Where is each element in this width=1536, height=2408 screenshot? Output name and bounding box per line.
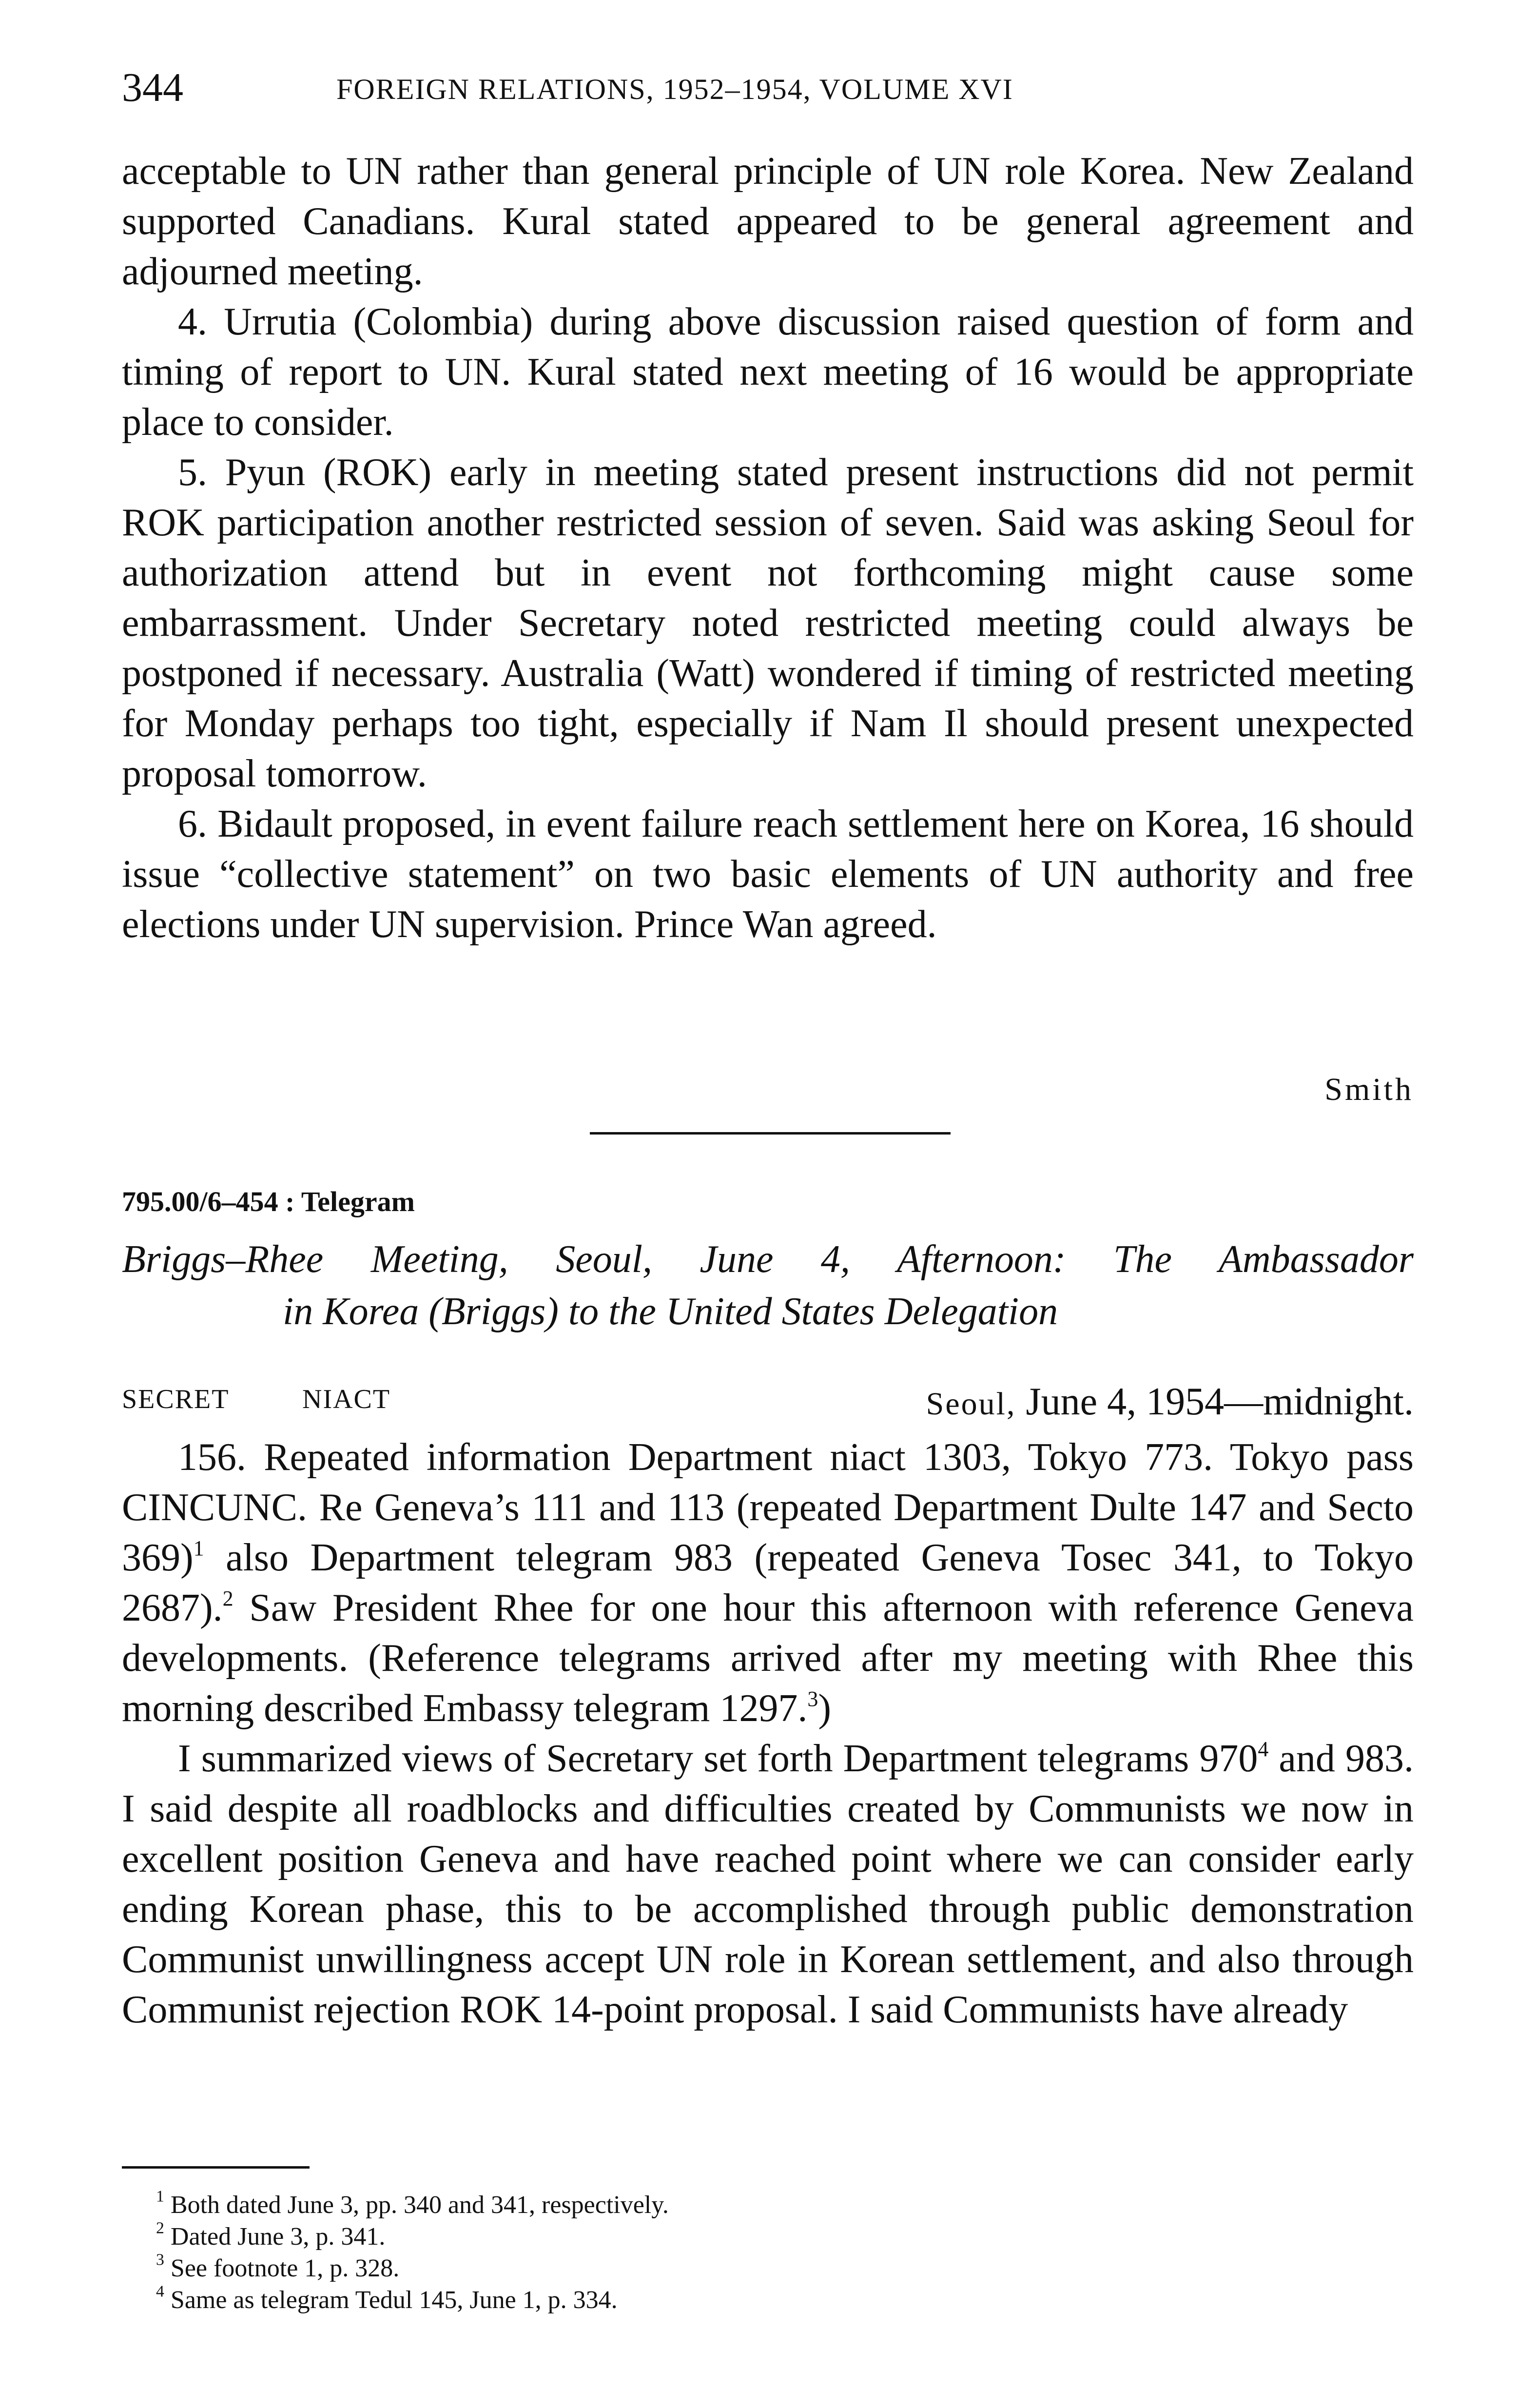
footnote-text: Same as telegram Tedul 145, June 1, p. 334. xyxy=(170,2286,618,2314)
continued-telegram-text xyxy=(122,146,1414,950)
paragraph: acceptable to UN rather than general principle of UN role Korea. New Zealand supported Canadians. Kural stated appeared to be general agreement and adjourned meeting. xyxy=(122,150,1414,293)
dateline xyxy=(926,1375,1414,1431)
text-run: Saw President Rhee for one hour this afternoon with reference Geneva developments. (Reference telegrams arrived after my meeting with Rhee this morning described Embassy telegram 1297. xyxy=(122,1586,1414,1730)
document-title-line: in Korea (Briggs) to the United States Delegation xyxy=(283,1290,1058,1333)
footnote-ref: 2 xyxy=(222,1586,233,1611)
document-title xyxy=(122,1233,1414,1338)
telegram-text xyxy=(122,1432,1414,2035)
footnote-mark: 3 xyxy=(156,2251,164,2269)
section-divider xyxy=(590,1132,951,1135)
footnote-text: Both dated June 3, pp. 340 and 341, respectively. xyxy=(170,2191,669,2219)
file-reference: 795.00/6–454 : Telegram xyxy=(122,1186,415,1217)
running-head xyxy=(122,61,1414,115)
footnote-mark: 4 xyxy=(156,2282,164,2301)
footnote xyxy=(156,2221,1414,2252)
document-title-line: Briggs–Rhee Meeting, Seoul, June 4, Afternoon: The Ambassador xyxy=(122,1238,1414,1281)
paragraph: 6. Bidault proposed, in event failure reach settlement here on Korea, 16 should issue “collective statement” on two basic elements of UN authority and free elections under UN supervision. Prince Wan agreed. xyxy=(122,803,1414,946)
footnote-text: See footnote 1, p. 328. xyxy=(170,2254,400,2282)
text-run: I summarized views of Secretary set forth Department telegrams 970 xyxy=(178,1737,1258,1780)
footnotes xyxy=(156,2189,1414,2316)
running-title: FOREIGN RELATIONS, 1952–1954, VOLUME XVI xyxy=(336,73,1013,105)
dateline-place: Seoul, xyxy=(926,1386,1016,1422)
precedence-label: NIACT xyxy=(302,1384,391,1414)
footnote-ref: 1 xyxy=(193,1536,204,1561)
footnote xyxy=(156,2284,1414,2316)
footnote-ref: 4 xyxy=(1258,1737,1269,1762)
text-run: also Department telegram 983 (repeated Geneva Tosec 341, to Tokyo 2687). xyxy=(122,1536,1414,1629)
text-run: 156. Repeated information Department niact 1303, Tokyo 773. Tokyo pass CINCUNC. Re Geneva’s 111 and 113 (repeated Department Dulte 147 and Secto 369) xyxy=(122,1436,1414,1579)
paragraph: 5. Pyun (ROK) early in meeting stated present instructions did not permit ROK participation another restricted session of seven. Said was asking Seoul for authorization attend but in event not forthcoming might cause some embarrassment. Under Secretary noted restricted meeting could always be postponed if necessary. Australia (Watt) wondered if timing of restricted meeting for Monday perhaps too tight, especially if Nam Il should present unexpected proposal tomorrow. xyxy=(122,451,1414,795)
classification-label: SECRET xyxy=(122,1384,230,1414)
footnote xyxy=(156,2189,1414,2221)
footnote-text: Dated June 3, p. 341. xyxy=(170,2223,386,2251)
paragraph xyxy=(122,1734,1414,2035)
text-run: and 983. I said despite all roadblocks and difficulties created by Communists we now in excellent position Geneva and have reached point where we can consider early ending Korean phase, this to be accomplished through public demonstration Communist unwillingness accept UN role in Korean settlement, and also through Communist rejection ROK 14-point proposal. I said Communists have already xyxy=(122,1737,1414,2031)
footnote-mark: 1 xyxy=(156,2187,164,2206)
footnote xyxy=(156,2252,1414,2284)
classification-line xyxy=(122,1375,1414,1429)
paragraph: 4. Urrutia (Colombia) during above discussion raised question of form and timing of report to UN. Kural stated next meeting of 16 would be appropriate place to consider. xyxy=(122,300,1414,444)
signature: Smith xyxy=(1324,1072,1414,1107)
dateline-date: June 4, 1954—midnight. xyxy=(1026,1380,1414,1423)
page-number: 344 xyxy=(122,65,183,110)
text-run: ) xyxy=(818,1687,831,1730)
footnote-ref: 3 xyxy=(807,1687,818,1711)
footnote-rule xyxy=(122,2166,310,2169)
paragraph xyxy=(122,1432,1414,1734)
footnote-mark: 2 xyxy=(156,2219,164,2237)
